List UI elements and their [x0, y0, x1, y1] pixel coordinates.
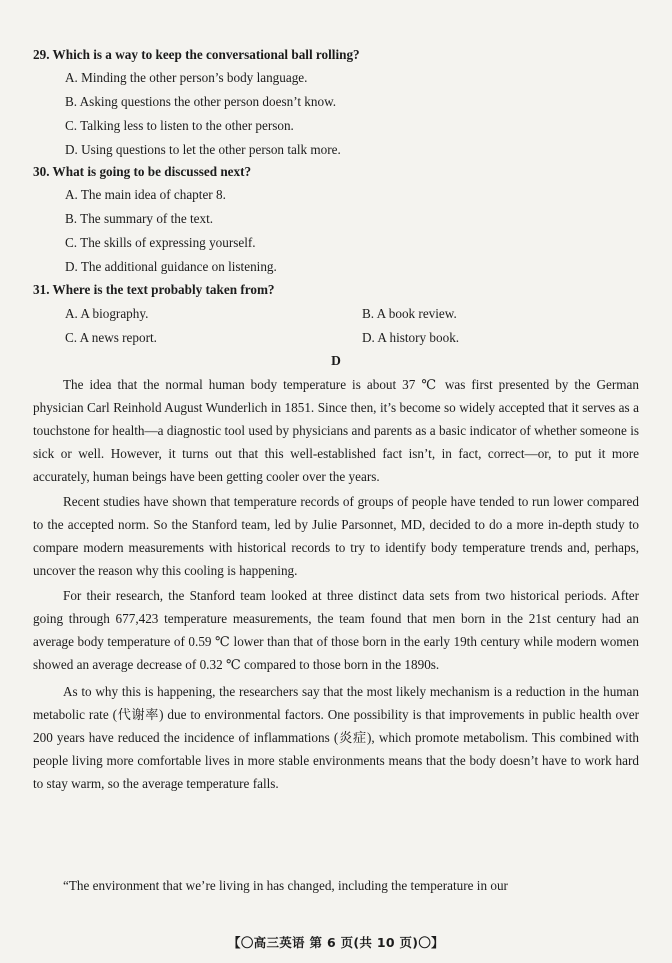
question-30-option-b: B. The summary of the text.: [65, 211, 214, 226]
question-30-option-a: A. The main idea of chapter 8.: [65, 187, 226, 202]
question-29-stem: 29. Which is a way to keep the conversational ball rolling?: [33, 47, 360, 62]
question-31-option-d: D. A history book.: [362, 330, 460, 345]
question-31-stem: 31. Where is the text probably taken from?: [33, 282, 275, 297]
page-footer: 【〇高三英语 第 6 页(共 10 页)〇】: [228, 935, 444, 950]
question-30-option-c: C. The skills of expressing yourself.: [65, 235, 256, 250]
passage-paragraph-5: “The environment that we’re living in has changed, including the temperature in our: [63, 878, 508, 893]
question-31-option-b: B. A book review.: [362, 306, 457, 321]
section-heading: D: [331, 353, 341, 368]
question-30-option-d: D. The additional guidance on listening.: [65, 259, 277, 274]
passage-paragraph-1: The idea that the normal human body temperature is about 37 ℃ was first presented by the German physician Carl Reinhold August Wunderlich in 1851. Since then, it’s become so widely accepted that it serves as a touchstone for health—a diagnostic tool used by physicians and parents as a basic indicator of whether someone is sick or well. However, it turns out that this well-established fact isn’t, in fact, correct—or, to put it more accurately, human beings have been getting cooler over the years.: [33, 377, 639, 485]
question-29-option-c: C. Talking less to listen to the other person.: [65, 118, 294, 133]
passage-paragraph-4: As to why this is happening, the researchers say that the most likely mechanism is a reduction in the human metabolic rate (代谢率) due to environmental factors. One possibility is that improvements in public health over 200 years have reduced the incidence of inflammations (炎症), which promote metabolism. This combined with people living more comfortable lives in more stable environments means that the body doesn’t have to work hard to stay warm, so the average temperature falls.: [33, 684, 639, 792]
question-29-option-b: B. Asking questions the other person doesn’t know.: [65, 94, 337, 109]
question-29-option-d: D. Using questions to let the other person talk more.: [65, 142, 341, 157]
question-31-option-a: A. A biography.: [65, 306, 149, 321]
passage-paragraph-2: Recent studies have shown that temperature records of groups of people have tended to run lower compared to the accepted norm. So the Stanford team, led by Julie Parsonnet, MD, decided to do a more in-depth study to compare modern measurements with historical records to try to identify body temperature trends and, perhaps, uncover the reason why this cooling is happening.: [33, 494, 639, 579]
passage-paragraph-3: For their research, the Stanford team looked at three distinct data sets from two historical periods. After going through 677,423 temperature measurements, the team found that men born in the 21st century had an average body temperature of 0.59 ℃ lower than that of those born in the early 19th century while modern women showed an average decrease of 0.32 ℃ compared to those born in the 1890s.: [33, 588, 639, 673]
question-30-stem: 30. What is going to be discussed next?: [33, 164, 252, 179]
question-29-option-a: A. Minding the other person’s body language.: [65, 70, 308, 85]
question-31-option-c: C. A news report.: [65, 330, 157, 345]
